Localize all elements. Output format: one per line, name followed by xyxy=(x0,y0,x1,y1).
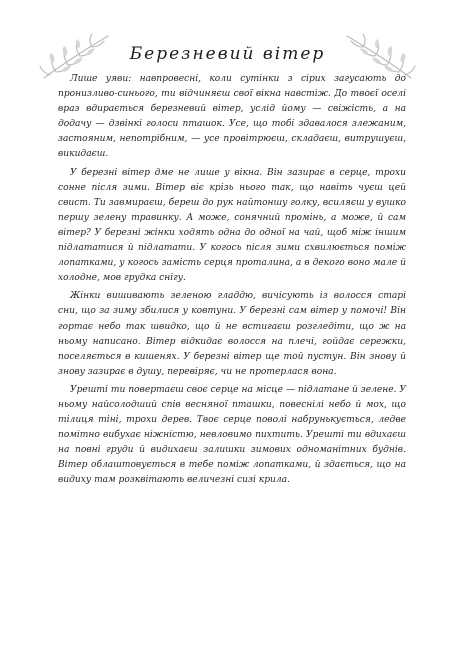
paragraph: Урешті ти повертаєш своє серце на місце — підлатане й зелене. У ньому найсолодший спів весняної пташки, повеснілі небо й мох, що тілиця тіні, трохи дерев. Твоє серце поволі набрунькується, ледве помітно вибухає ніжністю, невловимо пихтить. Урешті ти вдихаєш на повні груди й видихаєш залишки зимових одноманітних буднів. Вітер облаштовується в тебе поміж лопатками, й здається, що на видиху там розквітають величезні сизі крила. xyxy=(58,384,406,486)
page-title: Березневий вітер xyxy=(129,44,326,64)
paragraph: У березні вітер дме не лише у вікна. Він зазирає в серце, трохи сонне після зими. Вітер віє крізь нього так, що навіть чуєш цей свист. Ти завмираєш, береш до рук найтоншу голку, всиляєш у вушко першу зелену травинку. А може, сонячний промінь, а може, й сам вітер? У березні жінки ходять одна до одної на чай, щоб між іншим підлататися й підлатати. У когось після зими схвилюється поміж лопатками, у когось замість серця проталина, а в декого воно мале й холодне, мов грудка снігу. xyxy=(58,167,406,284)
paragraph: Жінки вишивають зеленою гладдю, вичісують із волосся старі сни, що за зиму збилися у ковтуни. У березні сам вітер у помочі! Він гортає небо так швидко, що й не встигаєш розгледіти, що ж на ньому написано. Вітер відкидає волосся на плечі, гойдає сережки, поселяється в кишенях. У березні вітер ще той пустун. Він знову й знову зазирає в душу, перевіряє, чи не протерлася вона. xyxy=(58,291,406,377)
paragraph: Лише уяви: навпровесні, коли сутінки з сірих загусають до пронизливо-синього, ти відчиняєш свої вікна навстіж. До твоєї оселі враз вдирається березневий вітер, услід йому — свіжість, а на додачу — дзвінкі голоси пташок. Усе, що тобі здавалося злежаним, застояним, непотрібним, — усе провітрюєш, складаєш, витрушуєш, викидаєш. xyxy=(58,74,406,160)
article-body xyxy=(58,72,406,492)
